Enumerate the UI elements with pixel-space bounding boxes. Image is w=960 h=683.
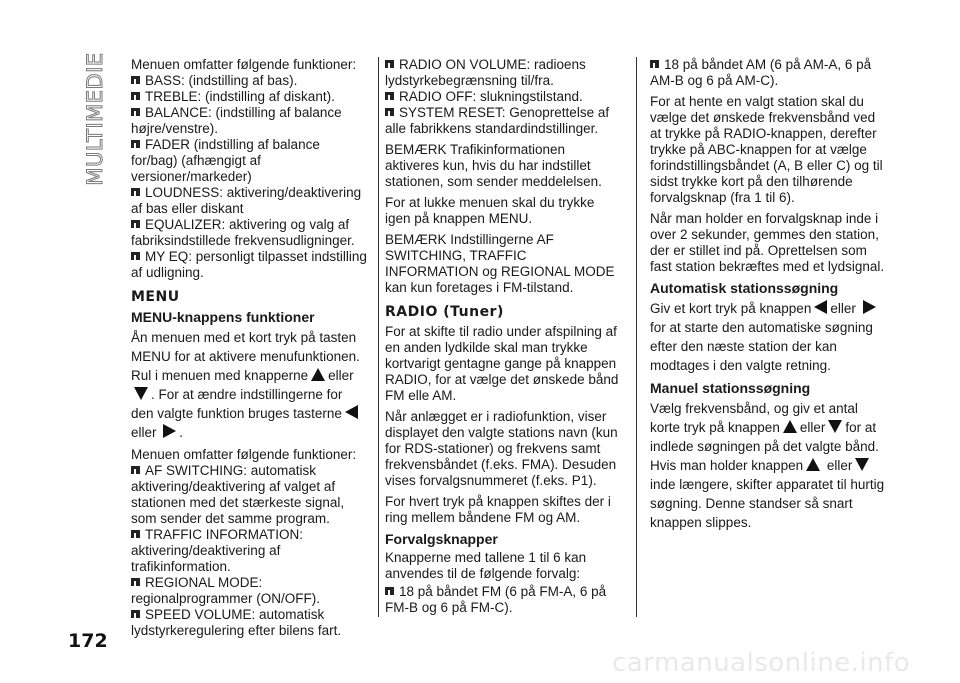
bullet-icon xyxy=(131,529,142,539)
section-tab-label: MULTIMEDIE xyxy=(83,52,107,186)
bullet-icon xyxy=(131,107,142,117)
bullet-icon xyxy=(131,139,142,149)
paragraph: Vælg frekvensbånd, og giv et antal korte tryk på knappen eller for at indlede søgningen på det valgte bånd. Hvis man holder knappen ellerinde længere, skifter apparatet til hurtig søgning. Denne standser så snart knappen slippes. xyxy=(650,401,885,530)
arrow-up-icon xyxy=(783,420,797,433)
list-item: BASS: (indstilling af bas). xyxy=(131,73,367,89)
list-item: 18 på båndet AM (6 på AM-A, 6 på AM-B og 6 på AM-C). xyxy=(650,57,872,88)
arrow-up-icon xyxy=(806,458,820,471)
arrow-left-icon xyxy=(814,300,827,314)
bullet-icon xyxy=(385,586,396,596)
arrow-down-icon xyxy=(828,420,842,433)
paragraph: Knapperne med tallene 1 til 6 kan anvendes til de følgende forvalg: xyxy=(385,550,587,581)
subheading: Manuel stationssøgning xyxy=(650,380,811,396)
bullet-icon xyxy=(131,187,142,197)
paragraph: For at hente en valgt station skal du vælge det ønskede frekvensbånd ved at trykke på RADIO-knappen, derefter trykke på ABC-knappen for at vælge forindstillingsbåndet (A, B eller C) og til sidst trykke kort på den tilhørende forvalgsknap (fra 1 til 6). xyxy=(650,94,883,205)
section-heading: MENU xyxy=(131,289,180,305)
arrow-down-icon xyxy=(134,387,148,400)
bullet-icon xyxy=(131,609,142,619)
bullet-icon xyxy=(385,107,396,117)
column-1 xyxy=(131,57,367,639)
list-item: SYSTEM RESET: Genoprettelse af alle fabrikkens standardindstillinger. xyxy=(385,105,610,136)
list-item: SPEED VOLUME: automatisk lydstyrkeregulering efter bilens fart. xyxy=(131,607,342,638)
bullet-icon xyxy=(385,59,396,69)
paragraph: Når man holder en forvalgsknap inde i over 2 sekunder, gemmes den station, der er stillet ind på. Oprettelsen som fast station bekræftes med et lydsignal. xyxy=(650,211,885,274)
paragraph: For hvert tryk på knappen skiftes der i ring mellem båndene FM og AM. xyxy=(385,494,611,525)
arrow-left-icon xyxy=(345,405,358,419)
paragraph: Ån menuen med et kort tryk på tasten MENU for at aktivere menufunktionen. Rul i menuen med knapperne eller . For at ændre indstillingerne for den valgte funktion bruges tasterneeller . xyxy=(131,330,360,440)
list-item: AF SWITCHING: automatisk aktivering/deaktivering af valget af stationen med det stærkeste signal, som sender det samme program. xyxy=(131,463,345,526)
note: BEMÆRK Indstillingerne AF SWITCHING, TRAFFIC INFORMATION og REGIONAL MODE kan kun foretages i FM-tilstand. xyxy=(385,232,615,295)
paragraph: Menuen omfatter følgende funktioner: xyxy=(131,447,357,462)
bullet-icon xyxy=(131,465,142,475)
paragraph: Når anlægget er i radiofunktion, viser displayet den valgte stations navn (kun for RDS-stationer) og frekvens samt frekvensbåndet (f.eks. FMA). Desuden vises forvalgsnummeret (f.eks. P1). xyxy=(385,409,618,488)
section-tab xyxy=(83,52,107,186)
subheading: MENU-knappens funktioner xyxy=(131,309,315,325)
list-item: FADER (indstilling af balance for/bag) (afhængigt af versioner/markeder) xyxy=(131,137,320,184)
bullet-icon xyxy=(385,91,396,101)
paragraph: For at lukke menuen skal du trykke igen på knappen MENU. xyxy=(385,195,595,226)
column-3 xyxy=(650,57,885,537)
column-divider xyxy=(378,57,379,617)
bullet-icon xyxy=(650,59,661,69)
section-heading: RADIO (Tuner) xyxy=(385,304,504,320)
arrow-down-icon xyxy=(855,458,869,471)
paragraph: For at skifte til radio under afspilning af en anden lydkilde skal man trykke kortvarigt gentagne gange på knappen RADIO, for at vælge det ønskede bånd FM elle AM. xyxy=(385,324,619,403)
paragraph: Giv et kort tryk på knappen eller for at starte den automatiske søgning efter den næste station der kan modtages i den valgte retning. xyxy=(650,299,885,375)
list-item: 18 på båndet FM (6 på FM-A, 6 på FM-B og 6 på FM-C). xyxy=(385,584,607,615)
bullet-icon xyxy=(131,91,142,101)
subheading: Forvalgsknapper xyxy=(385,531,498,547)
paragraph: Menuen omfatter følgende funktioner: xyxy=(131,57,357,72)
list-item: REGIONAL MODE: regionalprogrammer (ON/OFF). xyxy=(131,575,321,606)
list-item: EQUALIZER: aktivering og valg af fabriksindstillede frekvensudligninger. xyxy=(131,217,355,248)
list-item: LOUDNESS: aktivering/deaktivering af bas eller diskant xyxy=(131,185,362,216)
list-item: RADIO ON VOLUME: radioens lydstyrkebegrænsning til/fra. xyxy=(385,57,586,88)
list-item: BALANCE: (indstilling af balance højre/venstre). xyxy=(131,105,342,136)
bullet-icon xyxy=(131,75,142,85)
subheading: Automatisk stationssøgning xyxy=(650,280,839,296)
arrow-right-icon xyxy=(863,300,876,314)
bullet-icon xyxy=(131,219,142,229)
list-item: MY EQ: personligt tilpasset indstilling af udligning. xyxy=(131,249,367,280)
column-divider xyxy=(636,57,637,617)
arrow-up-icon xyxy=(311,368,325,381)
arrow-right-icon xyxy=(163,424,176,438)
watermark: carmanualsonline.info xyxy=(612,648,911,678)
list-item: TREBLE: (indstilling af diskant). xyxy=(131,89,367,105)
list-item: TRAFFIC INFORMATION: aktivering/deaktivering af trafikinformation. xyxy=(131,527,303,574)
list-item: RADIO OFF: slukningstilstand. xyxy=(385,89,622,105)
bullet-icon xyxy=(131,251,142,261)
column-2 xyxy=(385,57,622,616)
page-number: 172 xyxy=(68,630,108,652)
bullet-icon xyxy=(131,577,142,587)
note: BEMÆRK Trafikinformationen aktiveres kun, hvis du har indstillet stationen, som sender meddelelsen. xyxy=(385,142,602,189)
